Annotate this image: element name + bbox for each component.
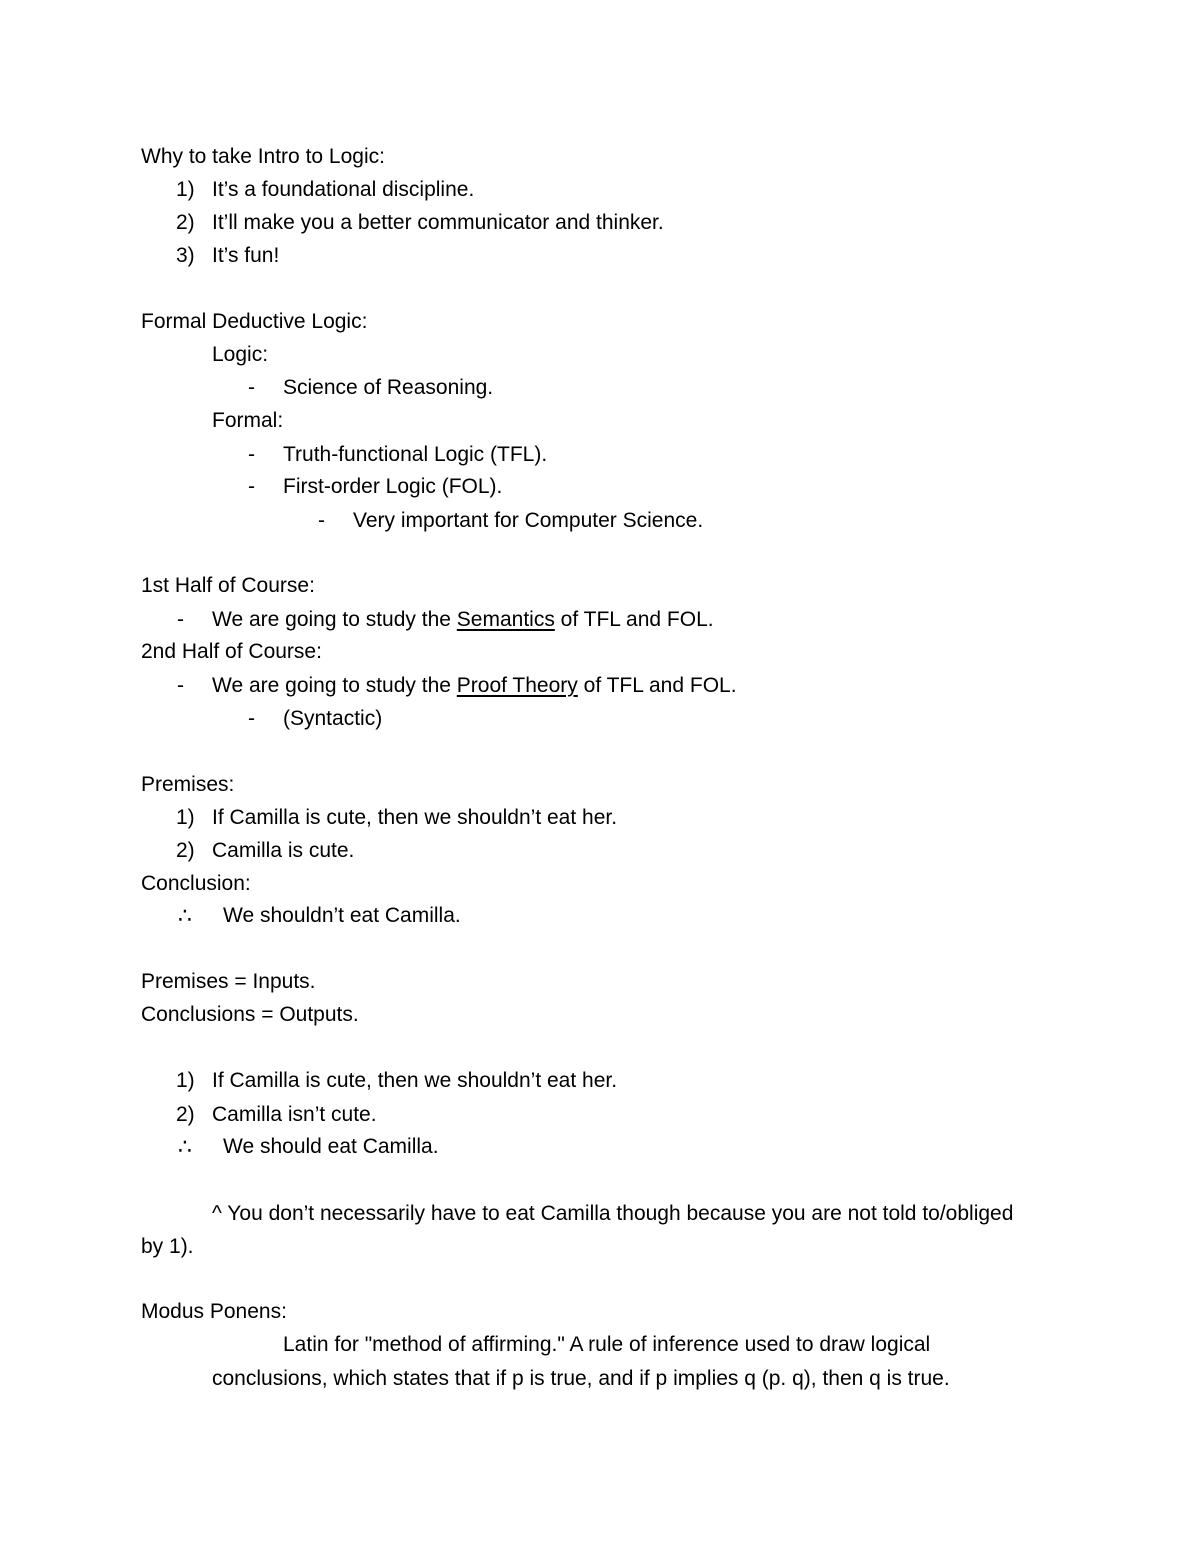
semantics-term: Semantics	[456, 608, 555, 631]
second-half-heading: 2nd Half of Course:	[141, 640, 322, 663]
therefore-icon: ∴	[178, 903, 192, 928]
list-item-text: First-order Logic (FOL).	[283, 475, 503, 498]
first-half-pre: We are going to study the	[212, 608, 451, 631]
modus-def-text-1: Latin for "method of affirming." A rule of inference used to draw logical	[283, 1333, 931, 1356]
list-marker: 3)	[176, 244, 195, 267]
list-marker: 1)	[176, 1069, 195, 1092]
list-item-text: Truth-functional Logic (TFL).	[283, 443, 548, 466]
dash-marker: -	[248, 475, 255, 498]
formal-label: Formal:	[212, 409, 284, 432]
list-item-text: Camilla isn’t cute.	[212, 1103, 377, 1126]
list-item-text: Science of Reasoning.	[283, 376, 494, 399]
conclusions-outputs: Conclusions = Outputs.	[141, 1003, 359, 1026]
dash-marker: -	[318, 509, 325, 532]
first-half-post: of TFL and FOL.	[560, 608, 714, 631]
dash-marker: -	[248, 443, 255, 466]
list-item-text: We should eat Camilla.	[223, 1135, 439, 1158]
list-marker: 1)	[176, 806, 195, 829]
list-marker: 1)	[176, 178, 195, 201]
why-heading: Why to take Intro to Logic:	[141, 145, 385, 168]
list-item-text: It’ll make you a better communicator and thinker.	[212, 211, 664, 234]
second-half-post: of TFL and FOL.	[583, 674, 737, 697]
list-item-text	[212, 603, 714, 636]
list-item-text: We shouldn’t eat Camilla.	[223, 904, 461, 927]
list-marker: 2)	[176, 1103, 195, 1126]
premises-heading: Premises:	[141, 773, 235, 796]
list-item-text: Camilla is cute.	[212, 839, 355, 862]
first-half-heading: 1st Half of Course:	[141, 574, 315, 597]
dash-marker: -	[248, 376, 255, 399]
list-item-text: If Camilla is cute, then we shouldn’t eat her.	[212, 1069, 618, 1092]
list-marker: 2)	[176, 211, 195, 234]
dash-marker: -	[177, 674, 184, 697]
list-item-text: (Syntactic)	[283, 707, 383, 730]
dash-marker: -	[248, 707, 255, 730]
list-item-text	[212, 669, 737, 702]
second-half-pre: We are going to study the	[212, 674, 451, 697]
list-item-text: It’s a foundational discipline.	[212, 178, 475, 201]
therefore-icon: ∴	[178, 1134, 192, 1159]
modus-def-text-2: conclusions, which states that if p is true, and if p implies q (p. q), then q is true.	[212, 1367, 950, 1390]
formal-heading: Formal Deductive Logic:	[141, 310, 368, 333]
note-text-1: ^ You don’t necessarily have to eat Camilla though because you are not told to/obliged	[212, 1202, 1014, 1225]
list-marker: 2)	[176, 839, 195, 862]
note-text-2: by 1).	[141, 1235, 194, 1258]
proof-theory-term: Proof Theory	[456, 674, 578, 697]
modus-heading: Modus Ponens:	[141, 1300, 287, 1323]
premises-inputs: Premises = Inputs.	[141, 970, 316, 993]
list-item-text: If Camilla is cute, then we shouldn’t eat her.	[212, 806, 618, 829]
logic-label: Logic:	[212, 343, 269, 366]
conclusion-heading: Conclusion:	[141, 872, 251, 895]
dash-marker: -	[177, 608, 184, 631]
list-item-text: Very important for Computer Science.	[353, 509, 704, 532]
list-item-text: It’s fun!	[212, 244, 280, 267]
